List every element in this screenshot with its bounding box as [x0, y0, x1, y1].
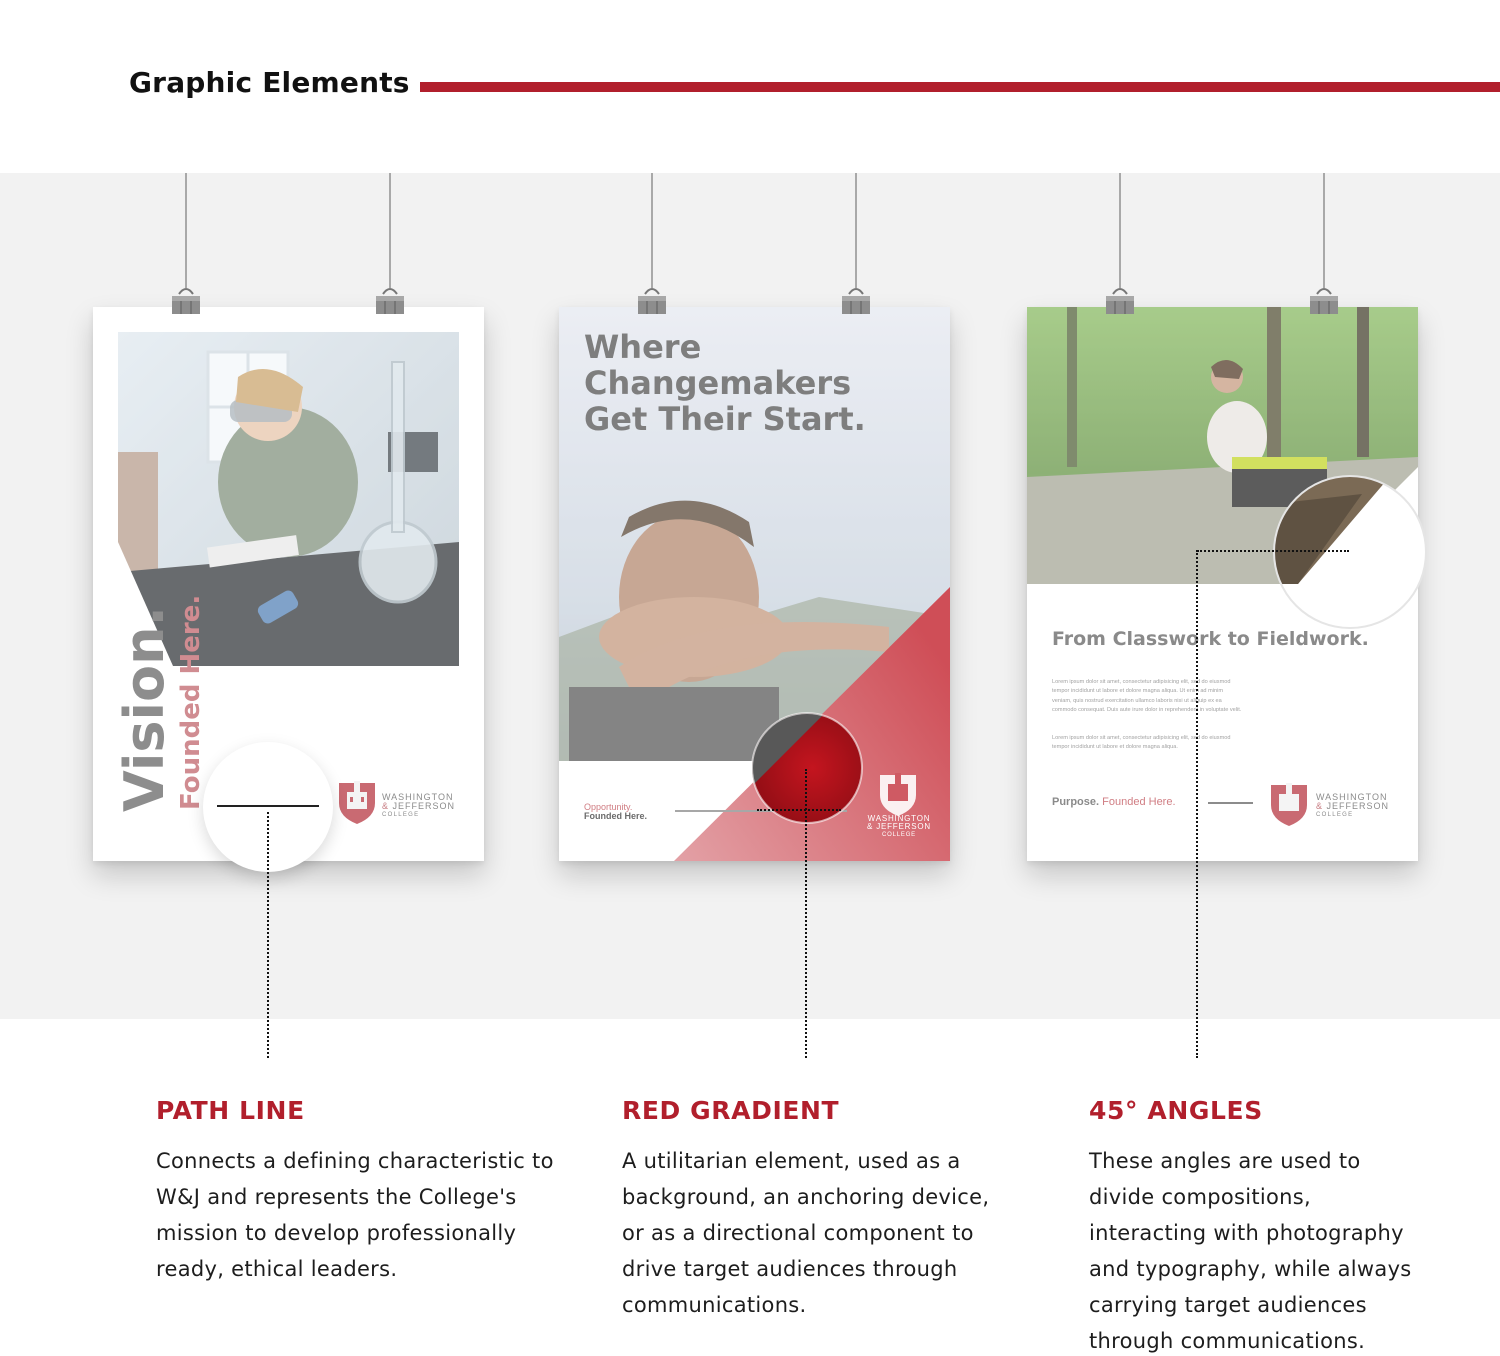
wordmark-line-3: COLLEGE [1316, 812, 1354, 818]
tagline-gray: Purpose. [1052, 796, 1100, 808]
wordmark-line-2 [382, 802, 455, 811]
wordmark-line-1: WASHINGTON [1316, 792, 1388, 802]
college-wordmark [1316, 793, 1389, 820]
element-title: 45° ANGLES [1089, 1096, 1263, 1125]
college-wordmark [859, 815, 939, 839]
fieldwork-headline: From Classwork to Fieldwork. [1052, 628, 1369, 650]
element-description: Connects a defining characteristic to W&J and represents the College's mission to develop professionally ready, ethical leaders. [156, 1149, 554, 1281]
path-line-connector [267, 812, 269, 1058]
red-gradient-connector [805, 769, 807, 1058]
binder-clip-icon [1308, 284, 1340, 316]
wordmark-amp: & [1316, 801, 1324, 811]
hanging-string [855, 173, 857, 288]
binder-clip-icon [374, 284, 406, 316]
wordmark-line-1: WASHINGTON [867, 814, 931, 823]
binder-clip-icon [840, 284, 872, 316]
founded-here-word: Founded Here. [176, 594, 206, 810]
wordmark-line-2 [1316, 802, 1389, 811]
hanging-string [389, 173, 391, 288]
element-description: A utilitarian element, used as a background, an anchoring device, or as a directional component to drive target audiences through communications. [622, 1149, 990, 1317]
element-title: RED GRADIENT [622, 1096, 840, 1125]
red-gradient-description [622, 1096, 1042, 1323]
element-title: PATH LINE [156, 1096, 305, 1125]
red-gradient-zoom-lens [751, 712, 863, 824]
binder-clip-icon [170, 284, 202, 316]
wordmark-line-1: WASHINGTON [382, 792, 454, 802]
angle-connector [1196, 550, 1198, 1058]
hanging-string [1119, 173, 1121, 288]
path-line [1208, 802, 1253, 804]
zoomed-path-line [217, 805, 319, 807]
college-seal-icon [336, 777, 378, 825]
purpose-tagline [1052, 796, 1176, 808]
wordmark-line-3: COLLEGE [882, 832, 916, 838]
fieldwork-body-2: Lorem ipsum dolor sit amet, consectetur adipisicing elit, sed do eiusmod tempor incididunt ut labore et dolore magna aliqua. [1052, 735, 1231, 751]
angle-zoom-lens [1272, 474, 1428, 630]
binder-clip-icon [636, 284, 668, 316]
vision-word: Vision. [113, 605, 176, 812]
changemakers-headline: Where Changemakers Get Their Start. [584, 328, 866, 438]
college-seal-icon [1268, 779, 1310, 827]
angles-description [1089, 1096, 1500, 1356]
tagline-gray: Founded Here. [584, 811, 648, 821]
college-seal-icon [877, 769, 919, 817]
tagline-red: Founded Here. [1102, 796, 1176, 808]
element-description: These angles are used to divide compositions, interacting with photography and typography, while always carrying target audiences through communications. [1089, 1149, 1412, 1353]
opportunity-tagline [584, 803, 647, 821]
title-rule [420, 82, 1500, 92]
tagline-red: Opportunity. [584, 802, 633, 812]
wordmark-line-3: COLLEGE [382, 812, 420, 818]
binder-clip-icon [1104, 284, 1136, 316]
path-line-description [156, 1096, 576, 1287]
wordmark-line-2-text: JEFFERSON [1326, 801, 1390, 811]
angle-connector-h [1197, 550, 1349, 552]
hanging-string [651, 173, 653, 288]
red-gradient-connector-h [757, 809, 841, 811]
college-wordmark [382, 793, 455, 820]
hanging-string [1323, 173, 1325, 288]
wordmark-line-2: & JEFFERSON [867, 822, 931, 831]
wordmark-line-2-text: JEFFERSON [392, 801, 456, 811]
fieldwork-body-1: Lorem ipsum dolor sit amet, consectetur adipisicing elit, sed do eiusmod tempor incididunt ut labore et dolore magna aliqua. Ut enim ad minim veniam, quis nostrud exercitation ullamco laboris nisi ut aliquip ex ea commodo consequat. Duis aute irure dolor in reprehenderit in voluptate velit. [1052, 679, 1242, 714]
wordmark-amp: & [382, 801, 390, 811]
hanging-string [185, 173, 187, 288]
page-title: Graphic Elements [129, 66, 410, 99]
